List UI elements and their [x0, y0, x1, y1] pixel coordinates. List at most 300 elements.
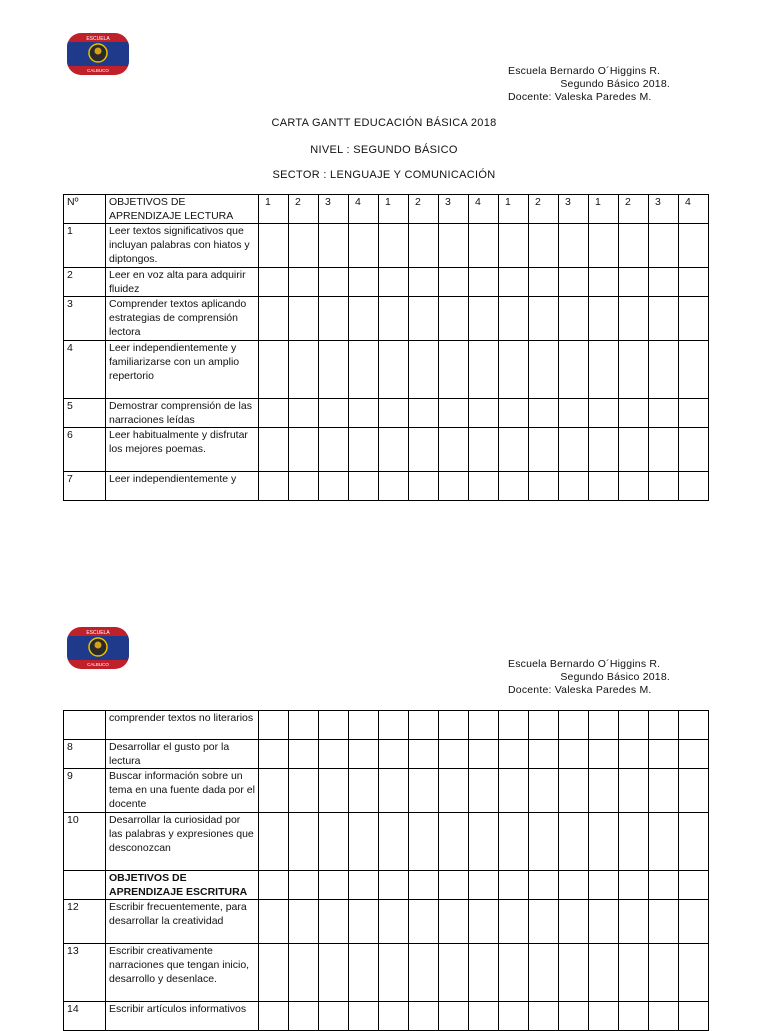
week-cell: [559, 711, 589, 740]
table-row: [64, 769, 709, 813]
header-week: 2: [289, 195, 319, 224]
week-cell: [499, 341, 529, 399]
row-number: [64, 711, 106, 740]
week-cell: [439, 399, 469, 428]
week-cell: [589, 769, 619, 813]
week-cell: [319, 740, 349, 769]
week-cell: [469, 472, 499, 501]
week-cell: [529, 224, 559, 268]
week-cell: [679, 399, 709, 428]
week-cell: [589, 900, 619, 944]
week-cell: [559, 769, 589, 813]
week-cell: [379, 944, 409, 1002]
week-cell: [649, 813, 679, 871]
document-title: CARTA GANTT EDUCACIÓN BÁSICA 2018: [271, 117, 497, 129]
table-row: [64, 1002, 709, 1031]
week-cell: [649, 944, 679, 1002]
week-cell: [559, 740, 589, 769]
week-cell: [559, 399, 589, 428]
week-cell: [559, 472, 589, 501]
school-name: Escuela Bernardo O´Higgins R.: [508, 658, 661, 670]
week-cell: [379, 472, 409, 501]
week-cell: [469, 900, 499, 944]
gantt-table-continued: [63, 710, 709, 1031]
week-cell: [259, 341, 289, 399]
row-number: 7: [64, 472, 106, 501]
week-cell: [259, 944, 289, 1002]
row-objective: Demostrar comprensión de las narraciones leídas: [106, 399, 259, 428]
week-cell: [649, 428, 679, 472]
week-cell: [589, 871, 619, 900]
row-number: 4: [64, 341, 106, 399]
row-number: 2: [64, 268, 106, 297]
week-cell: [559, 297, 589, 341]
week-cell: [319, 297, 349, 341]
week-cell: [499, 1002, 529, 1031]
week-cell: [349, 472, 379, 501]
week-cell: [349, 944, 379, 1002]
row-objective: Desarrollar la curiosidad por las palabras y expresiones que desconozcan: [106, 813, 259, 871]
table-row: [64, 944, 709, 1002]
week-cell: [289, 472, 319, 501]
week-cell: [289, 740, 319, 769]
week-cell: [409, 268, 439, 297]
table-row: [64, 711, 709, 740]
week-cell: [499, 711, 529, 740]
week-cell: [499, 268, 529, 297]
week-cell: [439, 740, 469, 769]
table-row: [64, 472, 709, 501]
week-cell: [349, 268, 379, 297]
week-cell: [499, 900, 529, 944]
week-cell: [289, 944, 319, 1002]
week-cell: [529, 472, 559, 501]
header-week: 3: [439, 195, 469, 224]
row-objective: Buscar información sobre un tema en una fuente dada por el docente: [106, 769, 259, 813]
week-cell: [499, 399, 529, 428]
week-cell: [619, 711, 649, 740]
header-week: 4: [349, 195, 379, 224]
week-cell: [439, 944, 469, 1002]
week-cell: [619, 900, 649, 944]
table-header-row: [64, 195, 709, 224]
week-cell: [499, 472, 529, 501]
week-cell: [529, 428, 559, 472]
section-header-row: [64, 871, 709, 900]
week-cell: [679, 224, 709, 268]
week-cell: [559, 428, 589, 472]
week-cell: [559, 813, 589, 871]
week-cell: [319, 399, 349, 428]
header-week: 4: [469, 195, 499, 224]
week-cell: [319, 813, 349, 871]
row-objective: Leer textos significativos que incluyan palabras con hiatos y diptongos.: [106, 224, 259, 268]
row-objective: Leer en voz alta para adquirir fluidez: [106, 268, 259, 297]
week-cell: [379, 341, 409, 399]
week-cell: [589, 341, 619, 399]
week-cell: [379, 1002, 409, 1031]
row-objective: Comprender textos aplicando estrategias de comprensión lectora: [106, 297, 259, 341]
week-cell: [409, 472, 439, 501]
week-cell: [619, 472, 649, 501]
week-cell: [289, 769, 319, 813]
week-cell: [409, 341, 439, 399]
school-info: [508, 658, 678, 697]
row-objective: Leer independientemente y: [106, 472, 259, 501]
week-cell: [619, 428, 649, 472]
header-week: 3: [319, 195, 349, 224]
row-number: [64, 871, 106, 900]
week-cell: [529, 1002, 559, 1031]
school-course: Segundo Básico 2018.: [560, 671, 670, 683]
week-cell: [349, 341, 379, 399]
week-cell: [679, 268, 709, 297]
week-cell: [499, 297, 529, 341]
week-cell: [319, 1002, 349, 1031]
week-cell: [409, 428, 439, 472]
week-cell: [289, 711, 319, 740]
week-cell: [679, 944, 709, 1002]
gantt-table-reading: [63, 194, 709, 501]
week-cell: [379, 428, 409, 472]
week-cell: [529, 711, 559, 740]
week-cell: [589, 740, 619, 769]
week-cell: [409, 900, 439, 944]
week-cell: [349, 1002, 379, 1031]
week-cell: [469, 341, 499, 399]
week-cell: [619, 297, 649, 341]
header-week: 2: [409, 195, 439, 224]
week-cell: [349, 297, 379, 341]
week-cell: [529, 944, 559, 1002]
week-cell: [289, 1002, 319, 1031]
week-cell: [349, 871, 379, 900]
row-number: 1: [64, 224, 106, 268]
week-cell: [409, 769, 439, 813]
header-objective: OBJETIVOS DE APRENDIZAJE LECTURA: [106, 195, 259, 224]
row-number: 8: [64, 740, 106, 769]
week-cell: [409, 1002, 439, 1031]
week-cell: [259, 900, 289, 944]
week-cell: [529, 297, 559, 341]
table-row: [64, 428, 709, 472]
week-cell: [649, 769, 679, 813]
week-cell: [469, 740, 499, 769]
week-cell: [619, 399, 649, 428]
week-cell: [499, 813, 529, 871]
week-cell: [589, 268, 619, 297]
week-cell: [439, 341, 469, 399]
week-cell: [259, 224, 289, 268]
week-cell: [379, 399, 409, 428]
week-cell: [499, 224, 529, 268]
week-cell: [469, 813, 499, 871]
week-cell: [379, 268, 409, 297]
week-cell: [439, 1002, 469, 1031]
week-cell: [439, 268, 469, 297]
school-logo: [66, 626, 130, 670]
week-cell: [649, 341, 679, 399]
week-cell: [319, 268, 349, 297]
school-name: Escuela Bernardo O´Higgins R.: [508, 65, 661, 77]
week-cell: [679, 871, 709, 900]
week-cell: [649, 224, 679, 268]
week-cell: [439, 711, 469, 740]
week-cell: [259, 813, 289, 871]
table-row: [64, 341, 709, 399]
week-cell: [619, 740, 649, 769]
week-cell: [319, 944, 349, 1002]
week-cell: [469, 268, 499, 297]
week-cell: [529, 740, 559, 769]
week-cell: [289, 399, 319, 428]
week-cell: [679, 740, 709, 769]
week-cell: [259, 1002, 289, 1031]
week-cell: [379, 813, 409, 871]
row-objective: Desarrollar el gusto por la lectura: [106, 740, 259, 769]
week-cell: [349, 769, 379, 813]
row-number: 5: [64, 399, 106, 428]
header-week: 2: [529, 195, 559, 224]
week-cell: [499, 944, 529, 1002]
week-cell: [679, 813, 709, 871]
row-number: 14: [64, 1002, 106, 1031]
week-cell: [589, 1002, 619, 1031]
week-cell: [379, 711, 409, 740]
week-cell: [649, 871, 679, 900]
week-cell: [439, 428, 469, 472]
week-cell: [589, 711, 619, 740]
week-cell: [349, 813, 379, 871]
week-cell: [499, 740, 529, 769]
week-cell: [589, 224, 619, 268]
week-cell: [559, 268, 589, 297]
week-cell: [469, 428, 499, 472]
week-cell: [289, 813, 319, 871]
week-cell: [529, 341, 559, 399]
school-teacher: Docente: Valeska Paredes M.: [508, 91, 652, 103]
week-cell: [289, 297, 319, 341]
week-cell: [619, 224, 649, 268]
week-cell: [259, 472, 289, 501]
row-objective: Escribir creativamente narraciones que tengan inicio, desarrollo y desenlace.: [106, 944, 259, 1002]
week-cell: [469, 297, 499, 341]
week-cell: [439, 813, 469, 871]
week-cell: [379, 740, 409, 769]
week-cell: [319, 428, 349, 472]
week-cell: [679, 711, 709, 740]
row-number: 12: [64, 900, 106, 944]
week-cell: [679, 428, 709, 472]
header-week: 1: [499, 195, 529, 224]
week-cell: [439, 769, 469, 813]
week-cell: [619, 944, 649, 1002]
week-cell: [289, 900, 319, 944]
week-cell: [289, 428, 319, 472]
week-cell: [319, 224, 349, 268]
table-row: [64, 297, 709, 341]
school-course: Segundo Básico 2018.: [560, 78, 670, 90]
row-number: 6: [64, 428, 106, 472]
week-cell: [679, 341, 709, 399]
level-heading: NIVEL : SEGUNDO BÁSICO: [310, 144, 458, 156]
week-cell: [649, 900, 679, 944]
week-cell: [679, 297, 709, 341]
table-row: [64, 740, 709, 769]
week-cell: [259, 740, 289, 769]
week-cell: [379, 871, 409, 900]
week-cell: [319, 472, 349, 501]
week-cell: [589, 944, 619, 1002]
week-cell: [559, 900, 589, 944]
week-cell: [469, 399, 499, 428]
week-cell: [529, 871, 559, 900]
week-cell: [649, 711, 679, 740]
week-cell: [589, 813, 619, 871]
week-cell: [589, 472, 619, 501]
row-number: 10: [64, 813, 106, 871]
week-cell: [469, 944, 499, 1002]
logo-top-text: ESCUELA: [86, 36, 110, 42]
week-cell: [409, 399, 439, 428]
week-cell: [379, 769, 409, 813]
week-cell: [409, 813, 439, 871]
week-cell: [319, 341, 349, 399]
week-cell: [499, 428, 529, 472]
week-cell: [679, 1002, 709, 1031]
week-cell: [559, 1002, 589, 1031]
week-cell: [649, 1002, 679, 1031]
week-cell: [259, 769, 289, 813]
week-cell: [529, 769, 559, 813]
week-cell: [649, 297, 679, 341]
week-cell: [439, 472, 469, 501]
week-cell: [619, 341, 649, 399]
week-cell: [589, 297, 619, 341]
week-cell: [379, 224, 409, 268]
week-cell: [559, 944, 589, 1002]
header-week: 1: [259, 195, 289, 224]
week-cell: [259, 871, 289, 900]
header-week: 2: [619, 195, 649, 224]
week-cell: [619, 268, 649, 297]
header-number: Nº: [64, 195, 106, 224]
table-row: [64, 224, 709, 268]
row-number: 3: [64, 297, 106, 341]
week-cell: [319, 900, 349, 944]
school-teacher: Docente: Valeska Paredes M.: [508, 684, 652, 696]
week-cell: [559, 341, 589, 399]
week-cell: [259, 399, 289, 428]
week-cell: [319, 871, 349, 900]
week-cell: [619, 871, 649, 900]
week-cell: [439, 900, 469, 944]
week-cell: [259, 711, 289, 740]
week-cell: [259, 297, 289, 341]
sector-heading: SECTOR : LENGUAJE Y COMUNICACIÓN: [272, 169, 496, 181]
week-cell: [559, 871, 589, 900]
week-cell: [469, 769, 499, 813]
row-objective: Escribir artículos informativos: [106, 1002, 259, 1031]
week-cell: [649, 472, 679, 501]
week-cell: [319, 711, 349, 740]
table-row: [64, 268, 709, 297]
logo-top-text: ESCUELA: [86, 630, 110, 636]
week-cell: [409, 297, 439, 341]
week-cell: [439, 297, 469, 341]
week-cell: [349, 900, 379, 944]
table-row: [64, 900, 709, 944]
header-week: 3: [649, 195, 679, 224]
week-cell: [469, 871, 499, 900]
week-cell: [679, 769, 709, 813]
week-cell: [529, 900, 559, 944]
week-cell: [259, 268, 289, 297]
week-cell: [529, 813, 559, 871]
week-cell: [589, 399, 619, 428]
week-cell: [259, 428, 289, 472]
week-cell: [529, 268, 559, 297]
week-cell: [589, 428, 619, 472]
week-cell: [349, 740, 379, 769]
week-cell: [409, 711, 439, 740]
section-heading: OBJETIVOS DE APRENDIZAJE ESCRITURA: [106, 871, 259, 900]
week-cell: [289, 268, 319, 297]
week-cell: [679, 472, 709, 501]
school-logo: [66, 32, 130, 76]
week-cell: [319, 769, 349, 813]
week-cell: [379, 900, 409, 944]
school-info: [508, 65, 678, 104]
week-cell: [439, 871, 469, 900]
week-cell: [349, 711, 379, 740]
week-cell: [349, 399, 379, 428]
week-cell: [619, 769, 649, 813]
week-cell: [409, 740, 439, 769]
week-cell: [649, 268, 679, 297]
header-week: 1: [379, 195, 409, 224]
week-cell: [289, 871, 319, 900]
header-week: 4: [679, 195, 709, 224]
week-cell: [469, 224, 499, 268]
week-cell: [619, 1002, 649, 1031]
table-row: [64, 399, 709, 428]
week-cell: [289, 341, 319, 399]
header-week: 3: [559, 195, 589, 224]
week-cell: [649, 399, 679, 428]
table-row: [64, 813, 709, 871]
week-cell: [409, 871, 439, 900]
row-number: 13: [64, 944, 106, 1002]
week-cell: [409, 944, 439, 1002]
week-cell: [619, 813, 649, 871]
week-cell: [529, 399, 559, 428]
logo-bottom-text: CALBUCO: [87, 68, 109, 73]
week-cell: [469, 1002, 499, 1031]
week-cell: [499, 871, 529, 900]
row-objective: comprender textos no literarios: [106, 711, 259, 740]
row-objective: Leer habitualmente y disfrutar los mejores poemas.: [106, 428, 259, 472]
week-cell: [469, 711, 499, 740]
week-cell: [649, 740, 679, 769]
week-cell: [349, 428, 379, 472]
header-week: 1: [589, 195, 619, 224]
row-objective: Leer independientemente y familiarizarse con un amplio repertorio: [106, 341, 259, 399]
row-number: 9: [64, 769, 106, 813]
week-cell: [349, 224, 379, 268]
week-cell: [409, 224, 439, 268]
week-cell: [679, 900, 709, 944]
